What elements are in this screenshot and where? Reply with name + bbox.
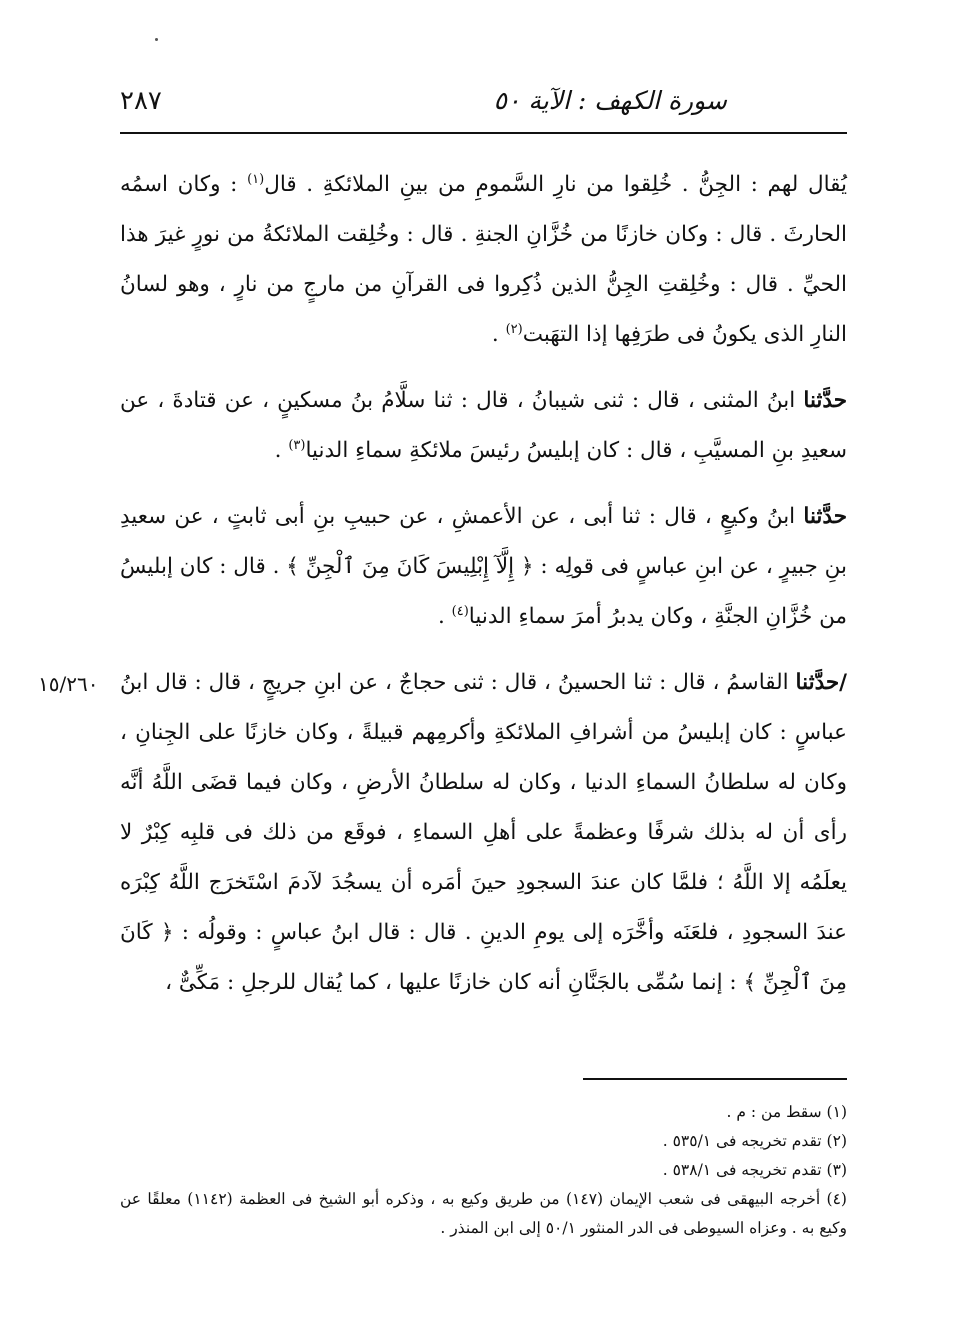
- paragraph-text: ابنُ وكيعٍ ، قال : ثنا أبى ، عن الأعمشِ ، عن حبيبِ بنِ أبى ثابتٍ ، عن سعيدِ بنِ جبيرٍ ، عن ابنِ عباسٍ فى قولِه : ﴿ إِلَّآ إِبْلِيسَ كَانَ مِنَ ٱلْجِنِّ ﴾ . قال : كان إبليسُ من خُزَّانِ الجنَّةِ ، وكان يدبرُ أمرَ سماءِ الدنيا: [120, 504, 848, 629]
- paragraph-text: يُقال لهم : الجِنُّ . خُلِقوا من نارِ السَّمومِ من بينِ الملائكةِ . قال: [264, 172, 847, 197]
- body-text: [120, 160, 847, 1024]
- page-header: [120, 80, 847, 134]
- margin-volume-page-note: ١٥/٢٦٠: [38, 672, 99, 696]
- footnote-4: (٤) أخرجه البيهقى فى شعب الإيمان (١٤٧) من طريق وكيع به ، وذكره أبو الشيخ فى العظمة (١١٤٢) معلقًا عن وكيع به . وعزاه السيوطى فى الدر المنثور ٥٠/١ إلى ابن المنذر .: [120, 1190, 847, 1237]
- footnote-ref-4[interactable]: (٤): [451, 603, 469, 619]
- footnote-2: (٢) تقدم تخريجه فى ٥٣٥/١ .: [662, 1132, 847, 1150]
- isnad-lead: حدَّثنا: [803, 504, 847, 529]
- footnote-3: (٣) تقدم تخريجه فى ٥٣٨/١ .: [662, 1161, 847, 1179]
- footnote-rule: [583, 1078, 847, 1080]
- paragraph-3: [120, 492, 847, 642]
- paragraph-text: .: [491, 322, 506, 347]
- paragraph-text: .: [274, 438, 289, 463]
- footnote-ref-3[interactable]: (٣): [288, 437, 306, 453]
- footnote-1: (١) سقط من : م .: [726, 1103, 847, 1121]
- paragraph-text: ابنُ المثنى ، قال : ثنى شيبانُ ، قال : ثنا سلَّامُ بنُ مسكينٍ ، عن قتادةَ ، عن سعيدِ بنِ المسيَّبِ ، قال : كان إبليسُ رئيسَ ملائكةِ سماءِ الدنيا: [120, 388, 847, 463]
- running-title: سورة الكهف : الآية ٥٠: [493, 86, 727, 115]
- scan-speck: [155, 38, 158, 41]
- paragraph-text: .: [437, 604, 452, 629]
- paragraph-text: القاسمُ ، قال : ثنا الحسينُ ، قال : ثنى حجاجٌ ، عن ابنِ جريجٍ ، قال : قال ابنُ عباسٍ : كان إبليسُ من أشرافِ الملائكةِ وأكرمِهم قبيلةً ، وكان خازنًا على الجِنانِ ، وكان له سلطانُ السماءِ الدنيا ، وكان له سلطانُ الأرضِ ، وكان فيما قضَى اللَّهُ أنَّه رأى أن له بذلك شرفًا وعظمةً على أهلِ السماءِ ، فوقَع من ذلك فى قلبِه كِبْرٌ لا يعلَمُه إلا اللَّهُ ؛ فلمَّا كان عندَ السجودِ حينَ أمَره أن يسجُدَ لآدمَ اسْتَخرَج اللَّهُ كِبْرَه عندَ السجودِ ، فلعَنَه وأخَّرَه إلى يومِ الدينِ . قال : قال ابنُ عباسٍ : وقولُه : ﴿ كَانَ مِنَ ٱلْجِنِّ ﴾ : إنما سُمِّى بالجَنَّانِ أنه كان خازنًا عليها ، كما يُقال للرجلِ : مَكِّىٌّ ،: [120, 670, 847, 995]
- header-rule: [120, 132, 847, 134]
- paragraph-4: [120, 658, 847, 1008]
- isnad-lead: حدَّثنا: [803, 388, 847, 413]
- paragraph-1: [120, 160, 847, 360]
- paragraph-2: [120, 376, 847, 476]
- page-number: ٢٨٧: [120, 86, 162, 116]
- paragraph-text: : وكان اسمُه الحارثَ . قال : وكان خازنًا من خُزَّانِ الجنةِ . قال : وخُلِقت الملائكةُ من نورٍ غيرَ هذا الحيِّ . قال : وخُلِقتِ الجِنُّ الذين ذُكِروا فى القرآنِ من مارجٍ من نارٍ ، وهو لسانُ النارِ الذى يكونُ فى طرَفِها إذا التهَبت: [120, 172, 847, 347]
- footnotes: [120, 1098, 847, 1243]
- isnad-lead: /حدَّثنا: [795, 670, 847, 695]
- footnote-ref-1[interactable]: (١): [247, 171, 265, 187]
- footnote-ref-2[interactable]: (٢): [505, 321, 523, 337]
